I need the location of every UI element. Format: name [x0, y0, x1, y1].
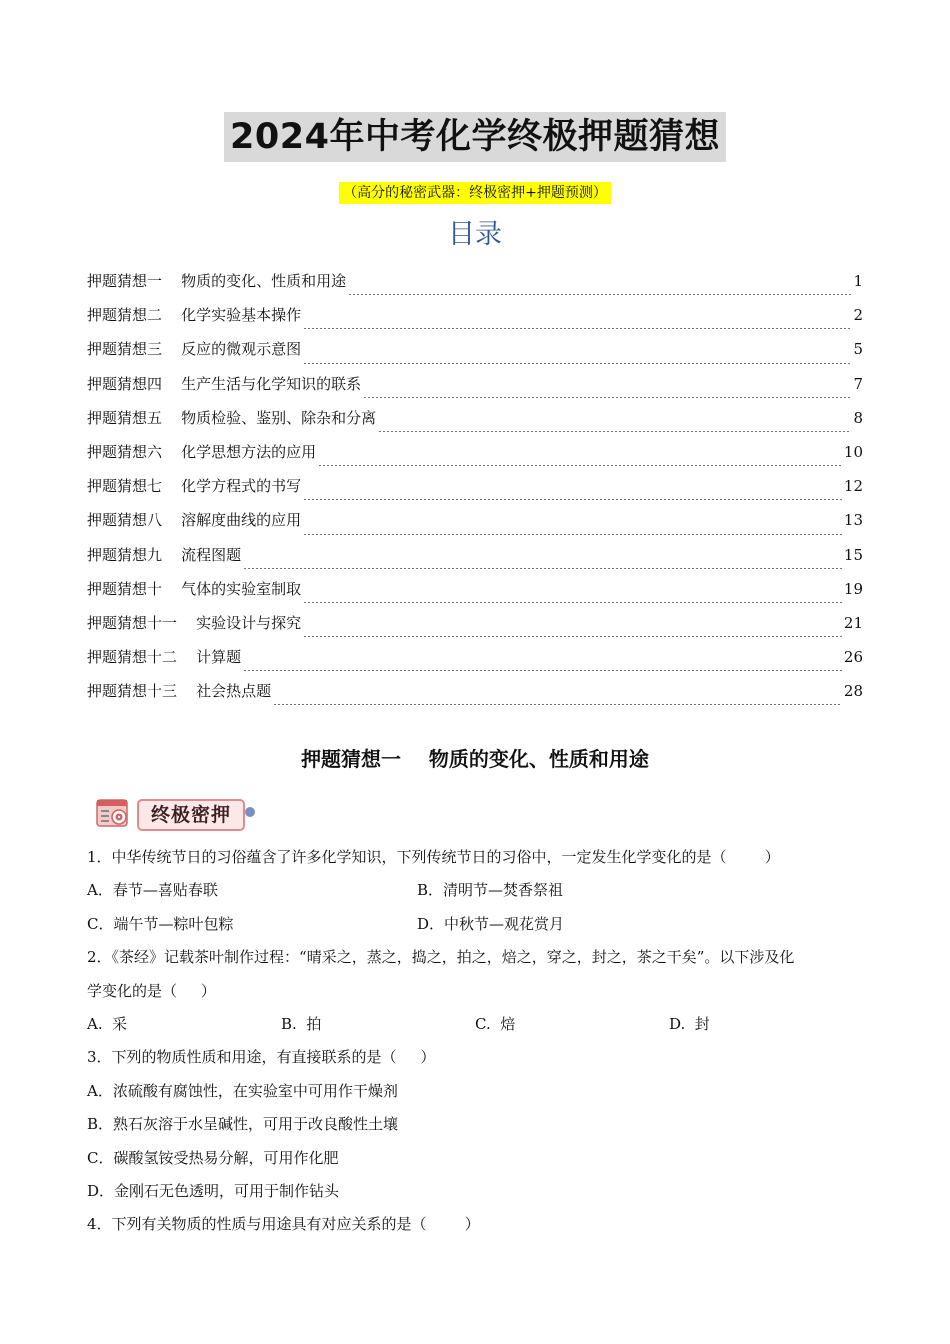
- option-c[interactable]: C. 焙: [475, 1014, 516, 1033]
- option-a[interactable]: A．浓硫酸有腐蚀性，在实验室中可用作干燥剂: [87, 1081, 398, 1100]
- toc-entry-label: 押题猜想四 生产生活与化学知识的联系: [87, 374, 362, 393]
- toc-entry-label: 押题猜想六 化学思想方法的应用: [87, 442, 317, 461]
- toc-leader-dots: [303, 636, 842, 637]
- question-list: [87, 843, 865, 1244]
- toc-entry-page: 13: [843, 511, 863, 530]
- toc-entry-label: 押题猜想十 气体的实验室制取: [87, 579, 302, 598]
- toc-entry-label: 押题猜想九 流程图题: [87, 545, 242, 564]
- toc-entry[interactable]: [87, 646, 863, 680]
- toc-leader-dots: [378, 431, 851, 432]
- toc-leader-dots: [303, 499, 842, 500]
- toc-entry-label: 押题猜想七 化学方程式的书写: [87, 477, 302, 496]
- badge-dot-icon: [245, 807, 255, 817]
- toc-entry-page: 5: [853, 340, 863, 359]
- toc-entry[interactable]: [87, 441, 863, 475]
- toc-leader-dots: [303, 328, 851, 329]
- toc-entry-label: 押题猜想五 物质检验、鉴别、除杂和分离: [87, 408, 377, 427]
- toc-entry-page: 15: [843, 545, 863, 564]
- option-c[interactable]: C．端午节—粽叶包粽: [87, 914, 234, 933]
- option-b[interactable]: B．熟石灰溶于水呈碱性，可用于改良酸性土壤: [87, 1115, 399, 1134]
- badge-label: 终极密押: [137, 799, 245, 831]
- option-a[interactable]: A．春节—喜贴春联: [87, 881, 218, 900]
- question-2-options-row: [87, 1010, 865, 1043]
- question-2-stem-line-2: 学变化的是（ ）: [87, 981, 216, 1000]
- toc-leader-dots: [318, 465, 842, 466]
- toc-entry-label: 押题猜想一 物质的变化、性质和用途: [87, 272, 347, 290]
- toc-leader-dots: [348, 294, 851, 295]
- question-1-options-row: [87, 910, 865, 943]
- option-c[interactable]: C．碳酸氢铵受热易分解，可用作化肥: [87, 1148, 339, 1167]
- toc-entry-page: 2: [853, 306, 863, 325]
- toc-entry[interactable]: [87, 509, 863, 543]
- question-1-options-row: [87, 876, 865, 909]
- toc-leader-dots: [243, 670, 842, 671]
- toc-leader-dots: [273, 704, 842, 705]
- toc-entry-page: 8: [853, 408, 863, 427]
- toc-heading: 目录: [448, 219, 502, 250]
- toc-entry-page: 21: [843, 613, 863, 632]
- toc-entry[interactable]: [87, 578, 863, 612]
- question-3-stem: 3．下列的物质性质和用途，有直接联系的是（ ）: [87, 1048, 436, 1067]
- toc-entry-page: 28: [843, 682, 863, 701]
- option-d[interactable]: D．中秋节—观花赏月: [417, 914, 565, 933]
- toc-entry[interactable]: [87, 612, 863, 646]
- toc-entry[interactable]: [87, 270, 863, 304]
- option-d[interactable]: D. 封: [669, 1014, 710, 1033]
- toc-entry[interactable]: [87, 475, 863, 509]
- title-block: [0, 112, 950, 162]
- document-title: 2024年中考化学终极押题猜想: [224, 112, 726, 162]
- section-badge: [95, 795, 265, 831]
- toc-entry-page: 7: [853, 374, 863, 393]
- toc-entry-label: 押题猜想三 反应的微观示意图: [87, 340, 302, 359]
- table-of-contents: [87, 270, 863, 714]
- toc-entry-label: 押题猜想二 化学实验基本操作: [87, 306, 302, 325]
- option-b[interactable]: B. 拍: [281, 1014, 322, 1033]
- toc-entry-page: 12: [843, 477, 863, 496]
- question-2-stem-line-1: 2．《茶经》记载茶叶制作过程：“晴采之，蒸之，捣之，拍之，焙之，穿之，封之，茶之干矣”。以下涉及化: [87, 948, 795, 967]
- toc-entry-label: 押题猜想十一 实验设计与探究: [87, 613, 302, 632]
- toc-entry[interactable]: [87, 407, 863, 441]
- section-title: 押题猜想一 物质的变化、性质和用途: [301, 747, 649, 771]
- option-b[interactable]: B．清明节—焚香祭祖: [417, 881, 564, 900]
- toc-leader-dots: [303, 534, 842, 535]
- toc-leader-dots: [303, 363, 851, 364]
- toc-leader-dots: [243, 568, 842, 569]
- toc-entry[interactable]: [87, 680, 863, 714]
- toc-entry-label: 押题猜想八 溶解度曲线的应用: [87, 511, 302, 530]
- toc-entry-page: 1: [853, 272, 863, 290]
- document-subtitle: （高分的秘密武器：终极密押+押题预测）: [339, 182, 611, 204]
- toc-entry-page: 10: [843, 442, 863, 461]
- option-d[interactable]: D．金刚石无色透明，可用于制作钻头: [87, 1181, 340, 1200]
- toc-entry[interactable]: [87, 304, 863, 338]
- option-a[interactable]: A. 采: [87, 1014, 128, 1033]
- target-calendar-icon: [95, 797, 131, 829]
- toc-entry-label: 押题猜想十二 计算题: [87, 648, 242, 667]
- toc-entry[interactable]: [87, 373, 863, 407]
- toc-entry[interactable]: [87, 544, 863, 578]
- subtitle-block: [0, 182, 950, 204]
- toc-entry[interactable]: [87, 338, 863, 372]
- question-4-stem: 4．下列有关物质的性质与用途具有对应关系的是（ ）: [87, 1215, 480, 1234]
- toc-entry-page: 19: [843, 579, 863, 598]
- question-1-stem: 1．中华传统节日的习俗蕴含了许多化学知识，下列传统节日的习俗中，一定发生化学变化的是（ ）: [87, 848, 780, 866]
- toc-entry-page: 26: [843, 648, 863, 667]
- toc-leader-dots: [363, 397, 851, 398]
- toc-entry-label: 押题猜想十三 社会热点题: [87, 682, 272, 701]
- toc-leader-dots: [303, 602, 842, 603]
